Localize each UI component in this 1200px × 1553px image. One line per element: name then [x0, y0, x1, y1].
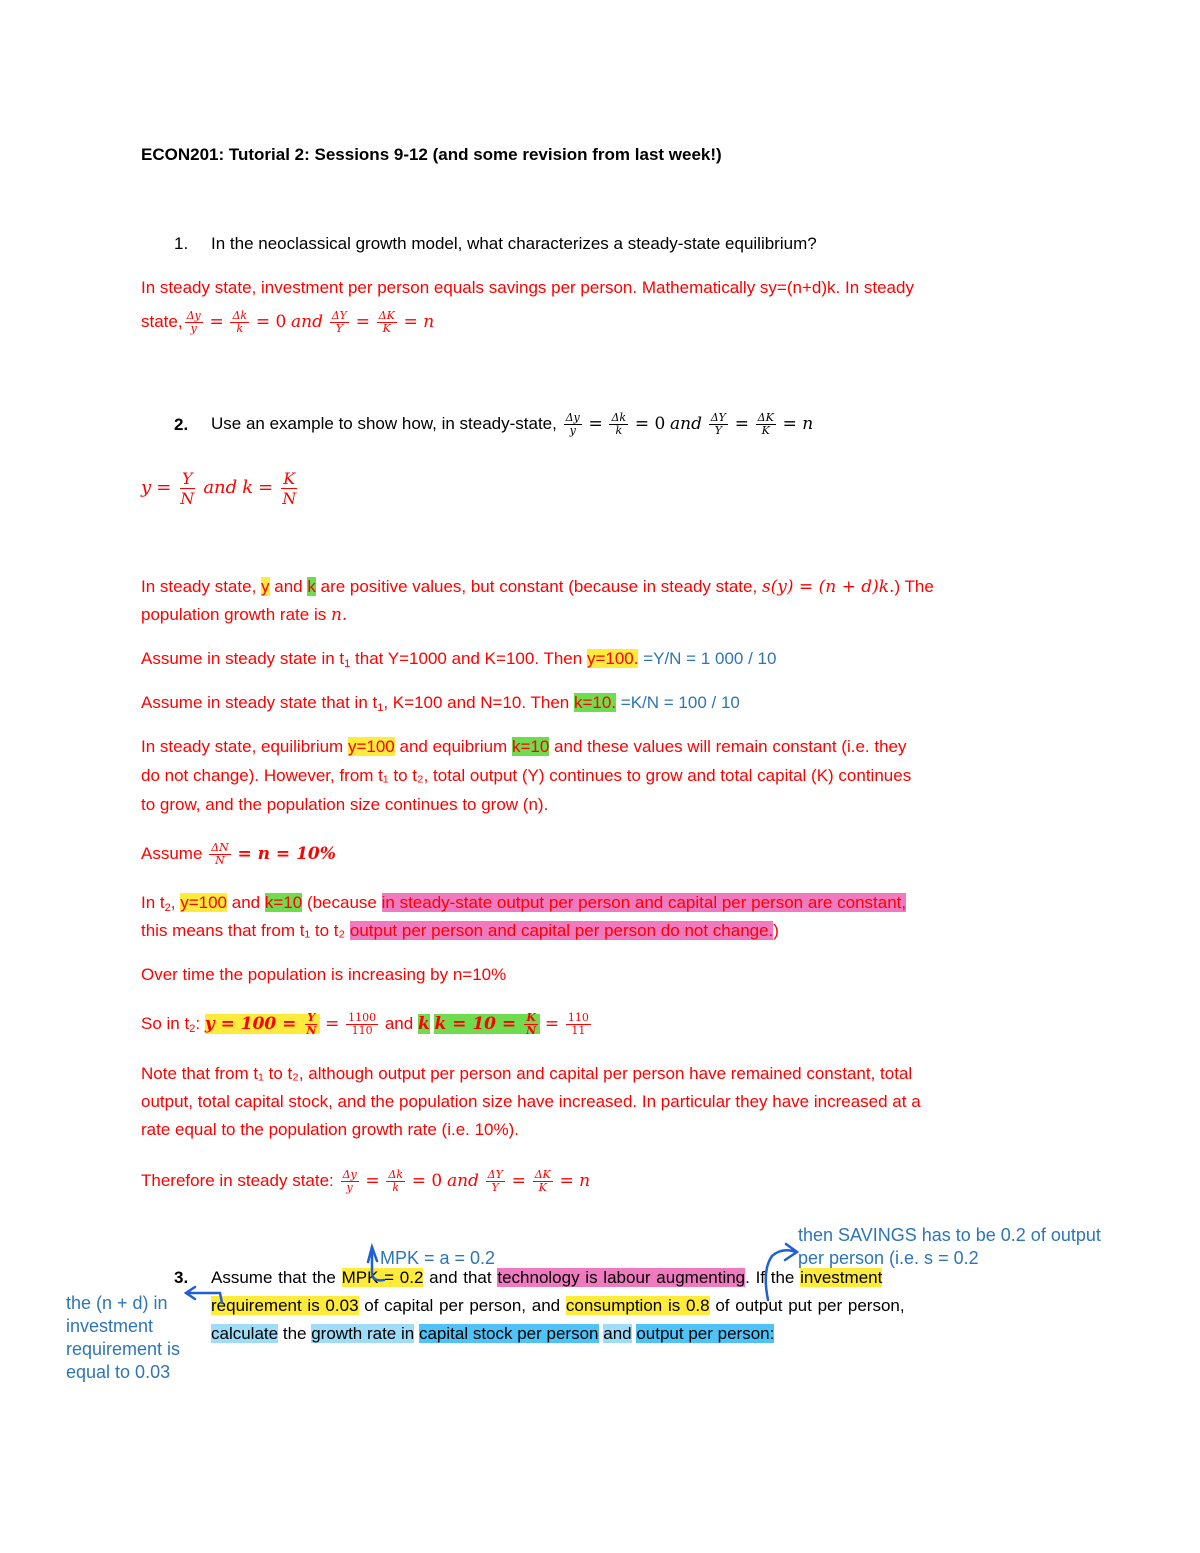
- highlight-consumption: consumption is 0.8: [565, 1296, 710, 1315]
- q2-paragraph5-line1: In $t_2$, y=100 and k=10 (because in steady-state output per person and capital per person are constant,: [141, 893, 907, 914]
- frac-dy-y-2: $\frac{\Delta y}{y}$: [565, 411, 580, 438]
- frac-dy-y-3: $\frac{\Delta y}{y}$: [342, 1168, 357, 1195]
- annotation-left-line2: investment: [66, 1316, 154, 1336]
- frac-dY-Y-2: $\frac{\Delta Y}{Y}$: [710, 411, 726, 438]
- question-2-label: Use an example to show how, in steady-state,: [211, 414, 557, 433]
- frac-K-N-t2: $\frac{K}{N}$: [526, 1011, 537, 1037]
- question-1-number: 1.: [174, 234, 189, 253]
- highlight-y100: y=100.: [586, 649, 639, 668]
- frac-dY-Y-3: $\frac{\Delta Y}{Y}$: [487, 1168, 503, 1195]
- frac-dk-k: $\frac{\Delta k}{k}$: [232, 309, 248, 336]
- q1-answer-line2: state, $\frac{\Delta y}{y}$ = $\frac{\Delta k}{k}$ = 0 and $\frac{\Delta Y}{Y}$ = $\frac{\Delta K}{K}$ = n: [141, 309, 435, 336]
- highlight-calculate: calculate: [211, 1324, 279, 1343]
- highlight-y-eq: y = 100 = $\frac{Y}{N}$: [205, 1014, 321, 1034]
- annotation-left-line3: requirement is: [66, 1339, 181, 1359]
- annotation-left-line4: equal to 0.03: [66, 1362, 171, 1382]
- annotation-savings-line2: per person (i.e. s = 0.2: [798, 1248, 979, 1268]
- highlight-investment: investment: [800, 1268, 883, 1287]
- annotation-savings-line1: then SAVINGS has to be 0.2 of output: [798, 1225, 1101, 1245]
- highlight-output-per-person: output per person:: [636, 1324, 775, 1343]
- frac-Y-N-t2: $\frac{Y}{N}$: [306, 1011, 317, 1037]
- annotation-left-line1: the (n + d) in: [66, 1293, 168, 1313]
- q3-line1: Assume that the MPK = 0.2 and that technology is labour augmenting. If the investment: [211, 1268, 883, 1287]
- so-in-t2-equation: So in $t_2$: y = 100 = $\frac{Y}{N}$ = $\frac{1100}{110}$ and k k = 10 = $\frac{K}{N}$ = $\frac{110}{11}$: [141, 1011, 589, 1038]
- frac-dy-y: $\frac{\Delta y}{y}$: [186, 309, 201, 336]
- frac-dY-Y: $\frac{\Delta Y}{Y}$: [331, 309, 347, 336]
- q2-paragraph8-line1: Note that from t₁ to t₂, although output per person and capital per person have remained constant, total: [141, 1064, 913, 1083]
- frac-dk-k-3: $\frac{\Delta k}{k}$: [388, 1168, 404, 1195]
- q2-paragraph1-line2: population growth rate is n.: [141, 605, 348, 625]
- highlight-growth-rate: growth rate in: [311, 1324, 415, 1343]
- page-title: ECON201: Tutorial 2: Sessions 9-12 (and some revision from last week!): [141, 145, 722, 164]
- q2-paragraph4-line3: to grow, and the population size continues to grow (n).: [141, 795, 549, 814]
- q2-paragraph8-line3: rate equal to the population growth rate (i.e. 10%).: [141, 1120, 520, 1139]
- q1-answer-prefix: state,: [141, 312, 183, 331]
- handwritten-note-y: =Y/N = 1 000 / 10: [643, 649, 777, 668]
- per-capita-definitions: y = $\frac{Y}{N}$ and k = $\frac{K}{N}$: [141, 468, 297, 508]
- question-1-text: In the neoclassical growth model, what characterizes a steady-state equilibrium?: [211, 234, 817, 253]
- q2-paragraph6: Over time the population is increasing by n=10%: [141, 965, 507, 984]
- q2-paragraph4-line1: In steady state, equilibrium y=100 and equibrium k=10 and these values will remain constant (i.e. they: [141, 737, 907, 756]
- handwritten-note-k: =K/N = 100 / 10: [620, 693, 740, 712]
- frac-110-11: $\frac{110}{11}$: [567, 1011, 589, 1038]
- frac-1100-110: $\frac{1100}{110}$: [348, 1011, 377, 1038]
- question-2-text: Use an example to show how, in steady-state, $\frac{\Delta y}{y}$ = $\frac{\Delta k}{k}$ = 0 and $\frac{\Delta Y}{Y}$ = $\frac{\Delta K}{K}$ = n: [211, 411, 814, 438]
- highlight-k: k: [307, 577, 316, 596]
- annotation-mpk: MPK = a = 0.2: [380, 1248, 496, 1268]
- highlight-pink-constant: in steady-state output per person and capital per person are constant,: [381, 893, 907, 912]
- frac-dK-K-3: $\frac{\Delta K}{K}$: [534, 1168, 551, 1195]
- question-3-number: 3.: [174, 1268, 189, 1287]
- frac-Y-N: $\frac{Y}{N}$: [180, 468, 195, 508]
- q3-line3: calculate the growth rate in capital stock per person and output per person:: [211, 1324, 775, 1343]
- q3-line2: requirement is 0.03 of capital per person, and consumption is 0.8 of output put per person,: [211, 1296, 905, 1315]
- assume-growth-rate: Assume $\frac{\Delta N}{N}$ = n = 10%: [141, 841, 336, 868]
- q2-paragraph4-line2: do not change). However, from t₁ to t₂, total output (Y) continues to grow and total capital (K) continues: [141, 766, 912, 785]
- q2-paragraph1-line1: In steady state, y and k are positive values, but constant (because in steady state, s(y) = (n + d)k.) The: [141, 577, 934, 597]
- q2-paragraph3: Assume in steady state that in $t_1$, K=100 and N=10. Then k=10. =K/N = 100 / 10: [141, 693, 740, 714]
- highlight-pink-no-change: output per person and capital per person do not change.: [349, 921, 774, 940]
- therefore-steady-state: Therefore in steady state: $\frac{\Delta y}{y}$ = $\frac{\Delta k}{k}$ = 0 and $\frac{\Delta Y}{Y}$ = $\frac{\Delta K}{K}$ = n: [141, 1168, 591, 1195]
- highlight-y: y: [261, 577, 270, 596]
- highlight-k10: k=10.: [573, 693, 617, 712]
- frac-dN-N: $\frac{\Delta N}{N}$: [211, 841, 229, 868]
- highlight-technology: technology is labour augmenting: [497, 1268, 746, 1287]
- frac-K-N: $\frac{K}{N}$: [282, 468, 297, 508]
- q2-paragraph8-line2: output, total capital stock, and the population size have increased. In particular they have increased at a: [141, 1092, 921, 1111]
- highlight-k-eq: k = 10 = $\frac{K}{N}$: [434, 1014, 540, 1034]
- highlight-mpk: MPK = 0.2: [341, 1268, 424, 1287]
- q1-answer-line1: In steady state, investment per person equals savings per person. Mathematically sy=(n+d)k. In steady: [141, 278, 914, 297]
- frac-dK-K: $\frac{\Delta K}{K}$: [378, 309, 395, 336]
- q2-paragraph2: Assume in steady state in $t_1$ that Y=1000 and K=100. Then y=100. =Y/N = 1 000 / 10: [141, 649, 777, 670]
- highlight-capital-stock: capital stock per person: [418, 1324, 599, 1343]
- highlight-requirement: requirement is 0.03: [211, 1296, 359, 1315]
- question-2-number: 2.: [174, 415, 189, 434]
- q2-paragraph5-line2: this means that from t₁ to t₂ output per person and capital per person do not change.): [141, 921, 779, 940]
- arrow-savings: [766, 1250, 796, 1300]
- frac-dK-K-2: $\frac{\Delta K}{K}$: [757, 411, 774, 438]
- frac-dk-k-2: $\frac{\Delta k}{k}$: [611, 411, 627, 438]
